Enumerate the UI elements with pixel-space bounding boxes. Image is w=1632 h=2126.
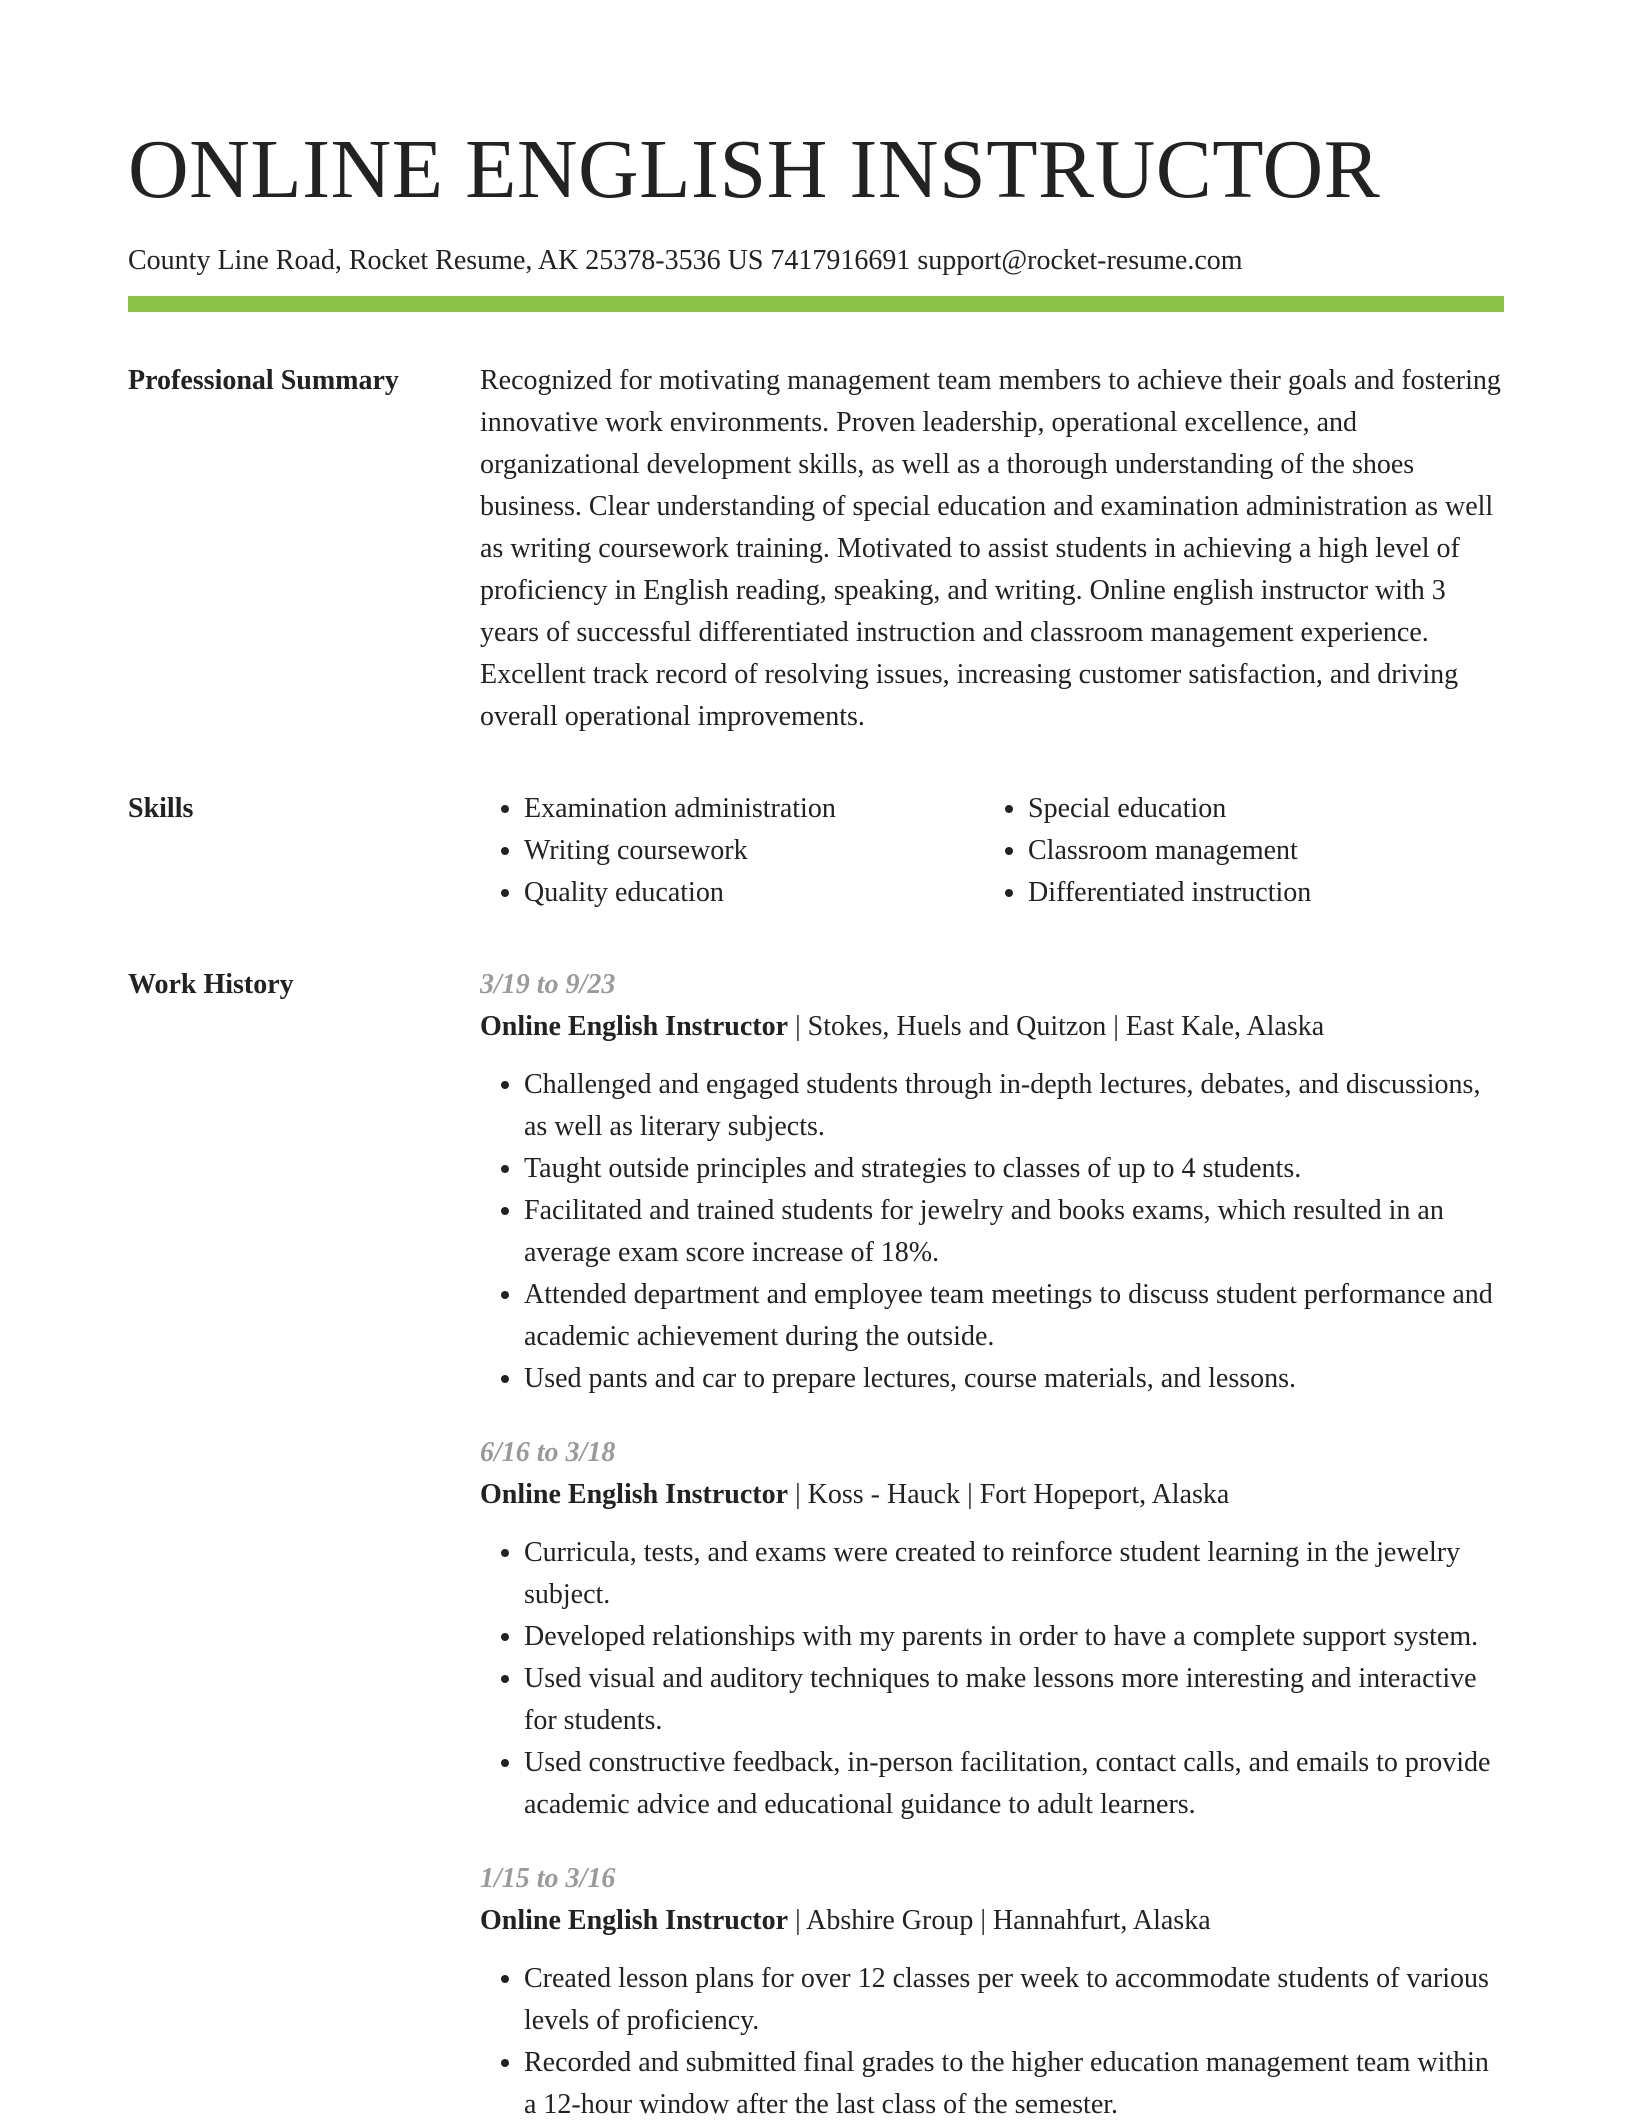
skills-grid <box>480 788 1504 914</box>
job-entry <box>480 964 1504 1400</box>
section-title-skills: Skills <box>128 793 194 824</box>
job-heading <box>480 1474 1504 1516</box>
skills-body <box>480 788 1504 914</box>
job-dates: 6/16 to 3/18 <box>480 1437 616 1468</box>
summary-body <box>480 360 1504 738</box>
job-details: | Koss - Hauck | Fort Hopeport, Alaska <box>788 1479 1230 1510</box>
skill-item: • Writing coursework <box>524 830 984 872</box>
skills-column-left <box>480 788 984 914</box>
skills-section <box>128 788 1504 914</box>
job-title: Online English Instructor <box>480 1011 789 1042</box>
skill-item: • Classroom management <box>1028 830 1488 872</box>
section-title-work-history: Work History <box>128 969 294 1000</box>
job-heading <box>480 1900 1504 1942</box>
job-title: Online English Instructor <box>480 1905 789 1936</box>
job-title: Online English Instructor <box>480 1479 789 1510</box>
job-entry <box>480 1858 1504 2126</box>
job-details: | Abshire Group | Hannahfurt, Alaska <box>788 1905 1211 1936</box>
job-bullets <box>480 1532 1504 1826</box>
job-bullet: • Used visual and auditory techniques to make lessons more interesting and interactive for students. <box>524 1658 1504 1742</box>
job-bullet: • Developed relationships with my parents in order to have a complete support system. <box>524 1616 1504 1658</box>
skill-item: • Differentiated instruction <box>1028 872 1488 914</box>
job-bullet: • Challenged and engaged students through in-depth lectures, debates, and discussions, as well as literary subjects. <box>524 1064 1504 1148</box>
skill-item: • Quality education <box>524 872 984 914</box>
job-heading <box>480 1006 1504 1048</box>
work-history-body <box>480 964 1504 2126</box>
skills-column-right <box>984 788 1488 914</box>
job-dates: 1/15 to 3/16 <box>480 1863 616 1894</box>
resume-name: ONLINE ENGLISH INSTRUCTOR <box>128 123 1381 216</box>
job-bullets <box>480 1958 1504 2126</box>
summary-text: Recognized for motivating management team members to achieve their goals and fostering innovative work environments. Proven leadership, operational excellence, and organizational development skills, as well as a thorough understanding of the shoes business. Clear understanding of special education and examination administration as well as writing coursework training. Motivated to assist students in achieving a high level of proficiency in English reading, speaking, and writing. Online english instructor with 3 years of successful differentiated instruction and classroom management experience. Excellent track record of resolving issues, increasing customer satisfaction, and driving overall operational improvements. <box>480 365 1501 732</box>
job-details: | Stokes, Huels and Quitzon | East Kale, Alaska <box>788 1011 1325 1042</box>
section-title-summary: Professional Summary <box>128 365 399 396</box>
job-bullet: • Taught outside principles and strategies to classes of up to 4 students. <box>524 1148 1504 1190</box>
skill-item: • Special education <box>1028 788 1488 830</box>
job-entry <box>480 1432 1504 1826</box>
job-bullet: • Curricula, tests, and exams were created to reinforce student learning in the jewelry subject. <box>524 1532 1504 1616</box>
summary-section <box>128 360 1504 738</box>
job-bullet: • Attended department and employee team meetings to discuss student performance and academic achievement during the outside. <box>524 1274 1504 1358</box>
job-bullet: • Used constructive feedback, in-person facilitation, contact calls, and emails to provide academic advice and educational guidance to adult learners. <box>524 1742 1504 1826</box>
job-bullet: • Facilitated and trained students for jewelry and books exams, which resulted in an average exam score increase of 18%. <box>524 1190 1504 1274</box>
work-history-section <box>128 964 1504 2126</box>
job-bullets <box>480 1064 1504 1400</box>
header-divider <box>128 296 1504 312</box>
job-dates: 3/19 to 9/23 <box>480 969 616 1000</box>
job-bullet: • Used pants and car to prepare lectures, course materials, and lessons. <box>524 1358 1504 1400</box>
job-bullet: • Recorded and submitted final grades to the higher education management team within a 12-hour window after the last class of the semester. <box>524 2042 1504 2126</box>
skill-item: • Examination administration <box>524 788 984 830</box>
job-bullet: • Created lesson plans for over 12 classes per week to accommodate students of various levels of proficiency. <box>524 1958 1504 2042</box>
resume-page <box>128 0 1504 2126</box>
contact-info: County Line Road, Rocket Resume, AK 25378-3536 US 7417916691 support@rocket-resume.com <box>128 245 1243 276</box>
